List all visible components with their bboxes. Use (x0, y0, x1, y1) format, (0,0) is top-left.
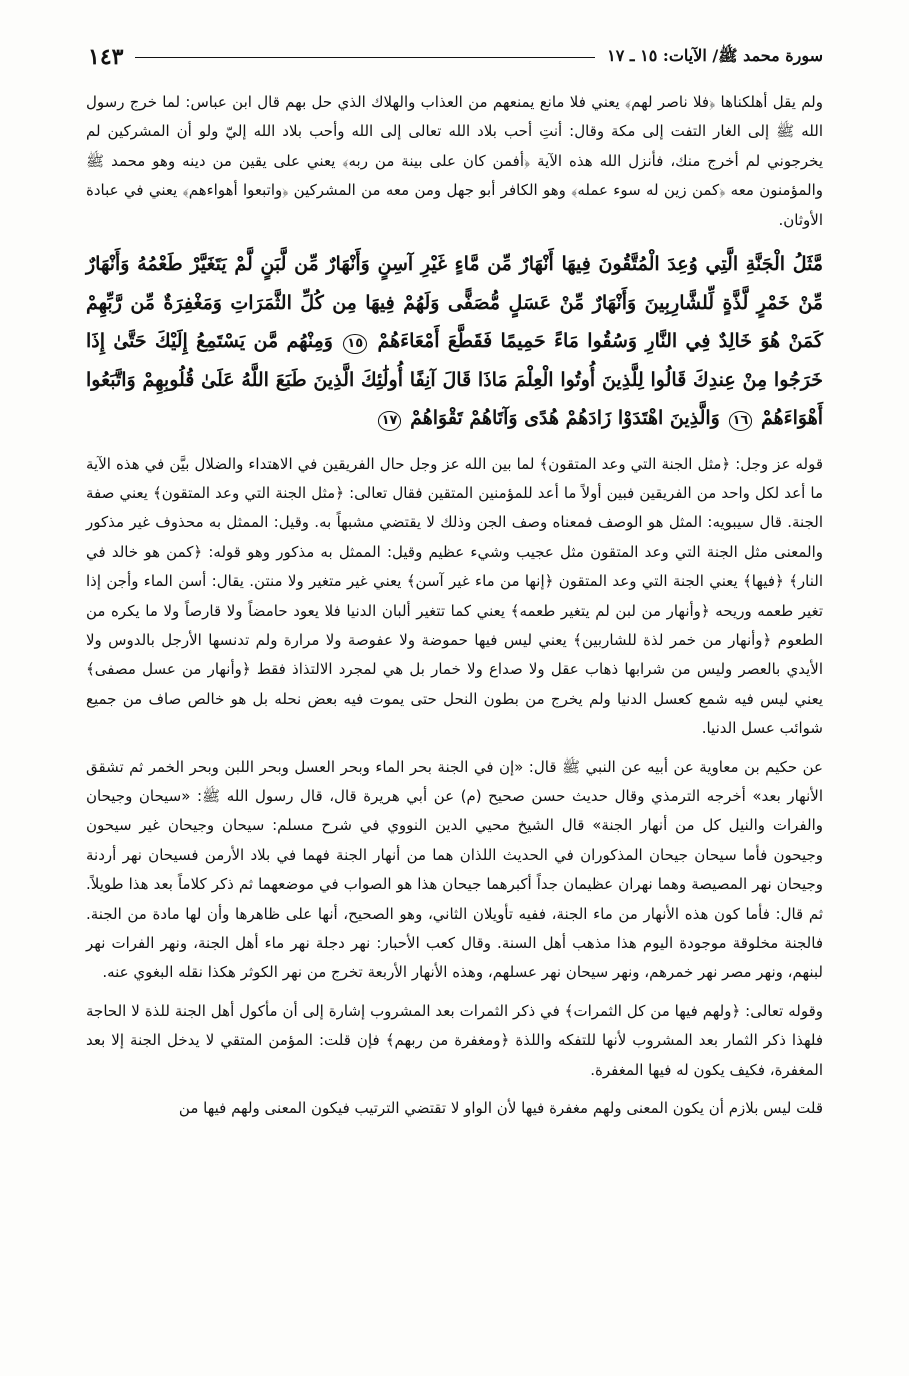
header-rule (135, 57, 595, 58)
commentary-paragraph-2: عن حكيم بن معاوية عن أبيه عن النبي ﷺ قال: «إن في الجنة بحر الماء وبحر العسل وبحر اللبن وبحر الخمر ثم تشقق الأنهار بعد» أخرجه الترمذي وقال حديث حسن صحيح (م) عن أبي هريرة قال، قال رسول الله ﷺ: «سيحان وجيحان والفرات والنيل كل من أنهار الجنة» قال الشيخ محيي الدين النووي في شرح مسلم: سيحان وجيحان غير سيحون وجيحون فأما سيحان جيحان المذكوران في الحديث اللذان هما من أنهار الجنة فهما في بلاد الأرمن فسيحان نهر أردنة وجيحان نهر المصيصة وهما نهران عظيمان جداً أكبرهما جيحان هذا هو الصواب في موضعهما ثم ذكر كلاماً بعد هذا طويلاً. ثم قال: فأما كون هذه الأنهار من ماء الجنة، ففيه تأويلان الثاني، وهو الصحيح، أنها على ظاهرها وأن لها مادة من الجنة. فالجنة مخلوقة موجودة اليوم هذا مذهب أهل السنة. وقال كعب الأحبار: نهر دجلة نهر ماء أهل الجنة، ونهر الفرات نهر لبنهم، ونهر مصر نهر خمرهم، ونهر سيحان نهر عسلهم، وهذه الأنهار الأربعة تخرج من نهر الكوثر هكذا نقله البغوي عنه. (86, 757, 823, 982)
commentary-paragraph-3: وقوله تعالى: ﴿ولهم فيها من كل الثمرات﴾ في ذكر الثمرات بعد المشروب إشارة إلى أن مأكول أهل الجنة للذة لا الحاجة فلهذا ذكر الثمار بعد المشروب لأنها للتفكه واللذة ﴿ومغفرة من ربهم﴾ فإن قلت: المؤمن المتقي لا يدخل الجنة إلا بعد المغفرة، فكيف يكون له فيها المغفرة. (86, 1001, 823, 1079)
intro-paragraph: ولم يقل أهلكناها ﴿فلا ناصر لهم﴾ يعني فلا مانع يمنعهم من العذاب والهلاك الذي حل بهم قال ابن عباس: لما خرج رسول الله ﷺ إلى الغار التفت إلى مكة وقال: أنتِ أحب بلاد الله تعالى إلى الله وأحب بلاد الله إليّ ولو أن المشركين لم يخرجوني لم أخرج منك، فأنزل الله هذه الآية ﴿أفمن كان على بينة من ربه﴾ يعني على يقين من دينه وهو محمد ﷺ والمؤمنون معه ﴿كمن زين له سوء عمله﴾ وهو الكافر أبو جهل ومن معه من المشركين ﴿واتبعوا أهواءهم﴾ يعني في عبادة الأوثان. (86, 93, 823, 229)
page-number: ١٤٣ (88, 44, 124, 70)
verse-17-text: وَالَّذِينَ اهْتَدَوْا زَادَهُمْ هُدًى وَآتَاهُمْ تَقْوَاهُمْ (410, 407, 720, 430)
verse-number-17: ١٧ (378, 411, 402, 431)
verse-number-16: ١٦ (729, 411, 753, 431)
page-body (86, 88, 823, 1132)
verse-number-15: ١٥ (343, 334, 367, 354)
verse-15-text: مَّثَلُ الْجَنَّةِ الَّتِي وُعِدَ الْمُتَّقُونَ فِيهَا أَنْهَارٌ مِّن مَّاءٍ غَيْرِ آسِنٍ وَأَنْهَارٌ مِّن لَّبَنٍ لَّمْ يَتَغَيَّرْ طَعْمُهُ وَأَنْهَارٌ مِّنْ خَمْرٍ لَّذَّةٍ لِّلشَّارِبِينَ وَأَنْهَارٌ مِّنْ عَسَلٍ مُّصَفًّى وَلَهُمْ فِيهَا مِن كُلِّ الثَّمَرَاتِ وَمَغْفِرَةٌ مِّن رَّبِّهِمْ كَمَنْ هُوَ خَالِدٌ فِي النَّارِ وَسُقُوا مَاءً حَمِيمًا فَقَطَّعَ أَمْعَاءَهُمْ (86, 253, 824, 353)
page-header (88, 42, 823, 72)
commentary-paragraph-4: قلت ليس بلازم أن يكون المعنى ولهم مغفرة فيها لأن الواو لا تقتضي الترتيب فيكون المعنى ولهم فيها من (178, 1099, 823, 1118)
quran-verses (82, 245, 827, 438)
verse-16-text: وَمِنْهُم مَّن يَسْتَمِعُ إِلَيْكَ حَتَّىٰ إِذَا خَرَجُوا مِنْ عِندِكَ قَالُوا لِلَّذِينَ أُوتُوا الْعِلْمَ مَاذَا قَالَ آنِفًا أُولَٰئِكَ الَّذِينَ طَبَعَ اللَّهُ عَلَىٰ قُلُوبِهِمْ وَاتَّبَعُوا أَهْوَاءَهُمْ (86, 330, 823, 430)
running-title: سورة محمد ﷺ/ الآيات: ١٥ ـ ١٧ (607, 45, 823, 65)
commentary-paragraph-1: قوله عز وجل: ﴿مثل الجنة التي وعد المتقون﴾ لما بين الله عز وجل حال الفريقين في الاهتداء والضلال بيَّن في هذه الآية ما أعد لكل واحد من الفريقين فبين أولاً ما أعد للمؤمنين المتقين فقال تعالى: ﴿مثل الجنة التي وعد المتقون﴾ يعني صفة الجنة. قال سيبويه: المثل هو الوصف فمعناه وصف الجن وذلك لا يقتضي مشبهاً به. وقيل: الممثل به محذوف غير مذكور والمعنى مثل الجنة التي وعد المتقون مثل عجيب وشيء عظيم وقيل: الممثل به مذكور وهو قوله: ﴿كمن هو خالد في النار﴾ ﴿فيها﴾ يعني الجنة التي وعد المتقون ﴿إنها من ماء غير آسن﴾ يعني غير متغير ولا منتن. يقال: أسن الماء وأجن إذا تغير طعمه وريحه ﴿وأنهار من لبن لم يتغير طعمه﴾ يعني كما تتغير ألبان الدنيا فلا يعود حامضاً ولا قارصاً ولا ما يكره من الطعوم ﴿وأنهار من خمر لذة للشاربين﴾ يعني ليس فيها حموضة ولا عفوصة ولا مرارة ولم تدنسها الأرجل بالدوس ولا الأيدي بالعصر وليس من شرابها ذهاب عقل ولا صداع ولا خمار بل هي لمجرد الالتذاذ فقط ﴿وأنهار من عسل مصفى﴾ يعني ليس فيه شمع كعسل الدنيا ولم يخرج من بطون النحل حتى يموت فيه بعض نحله بل هو خالص صاف من جميع شوائب عسل الدنيا. (86, 454, 823, 738)
